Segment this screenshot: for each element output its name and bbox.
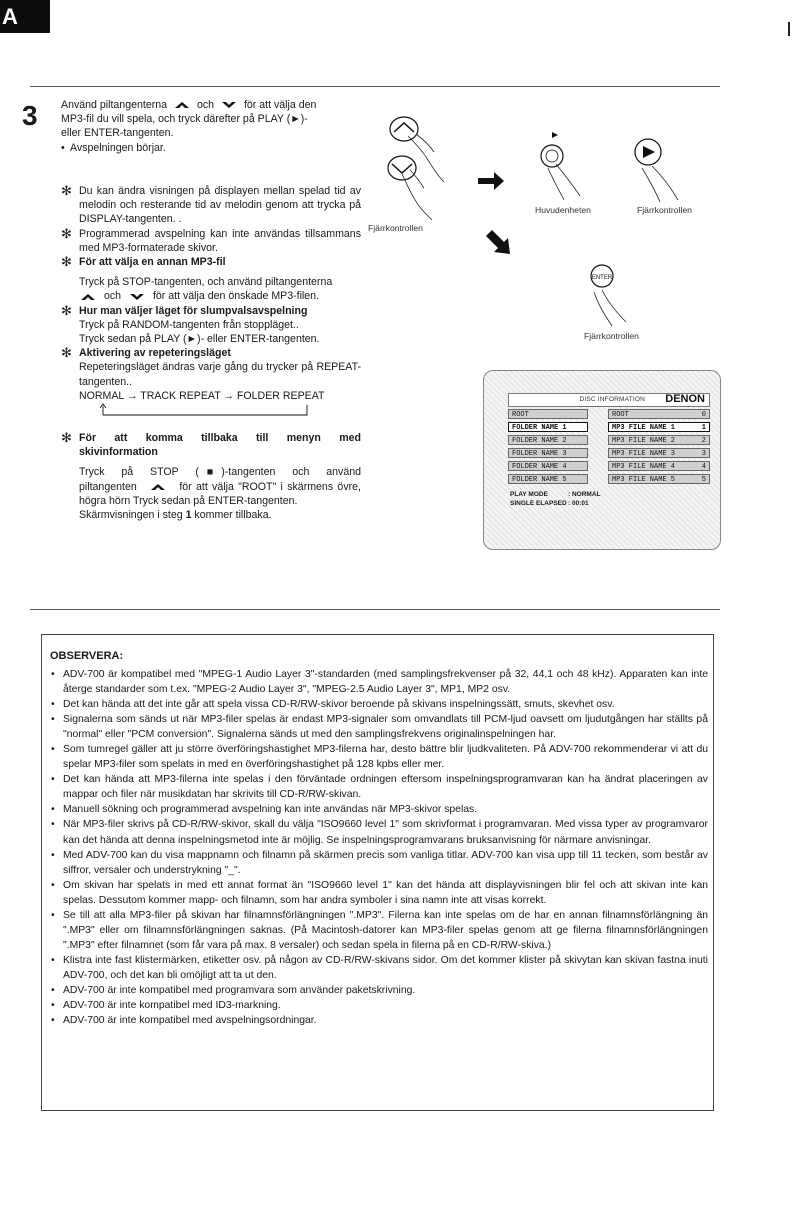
step-line-1a: Använd piltangenterna xyxy=(61,99,168,111)
display-header-title: DISC INFORMATION xyxy=(579,396,645,403)
bullet-dot-icon: • xyxy=(51,849,55,861)
note-program-text: Programmerad avspelning kan inte användas tillsammans med MP3-formaterade skivor. xyxy=(79,227,361,254)
note-repeat xyxy=(61,346,361,417)
step-bullet-text: Avspelningen börjar. xyxy=(70,141,166,154)
remote-up-button-icon xyxy=(390,117,418,141)
notes-list xyxy=(61,184,361,522)
file-label: MP3 FILE NAME 3 xyxy=(612,450,676,458)
observera-text: Det kan hända att det inte går att spela vissa CD-R/RW-skivor beroende på skivans inspelningssätt, smuts, skevhet osv. xyxy=(63,699,615,711)
file-number: 3 xyxy=(701,450,706,458)
remote-down-button-icon xyxy=(388,156,416,180)
bullet-dot-icon: • xyxy=(51,699,55,711)
note-back-last xyxy=(79,508,361,522)
elapsed-value: : 00:01 xyxy=(568,500,589,507)
play-mode-value: : NORMAL xyxy=(568,491,601,498)
file-number: 4 xyxy=(701,463,706,471)
file-item[interactable] xyxy=(608,474,710,484)
observera-text: Manuell sökning och programmerad avspelning kan inte användas när MP3-skivor spelas. xyxy=(63,804,478,816)
observera-list xyxy=(50,667,708,1028)
star-bullet-icon: ✻ xyxy=(61,345,72,361)
display-header xyxy=(508,393,710,407)
note-back-last-a: Skärmvisningen i steg xyxy=(79,509,186,522)
folder-label: FOLDER NAME 5 xyxy=(512,476,567,484)
file-item[interactable] xyxy=(608,461,710,471)
corner-mark xyxy=(788,22,790,36)
observera-item xyxy=(50,998,708,1013)
bullet-dot-icon: • xyxy=(51,714,55,726)
file-item[interactable] xyxy=(608,409,710,419)
observera-text: ADV-700 är inte kompatibel med ID3-markning. xyxy=(63,1000,281,1012)
observera-text: Se till att alla MP3-filer på skivan har filnamnsförlängningen ".MP3". Filerna kan inte spelas om de har en annan filnamnsförlängning än ".MP3" eller om filnamnsförlängningen saknas. (På Macintosh-datorer kan MP3-filer spelas genom att ge filerna filnamnsförlängningen ".MP3" efter filnamnet (som får vara på max. 8 versaler) och sedan spela in filerna på en CD-R/RW-skiva.) xyxy=(63,909,708,951)
observera-text: När MP3-filer skrivs på CD-R/RW-skivor, skall du välja "ISO9660 level 1" som skrivformat i programvaran. Med vissa typer av programvaror kan det hända att denna inspelningsmetod inte är möjlig. Se inspelningsprogramvarans bruksanvisning för närmare anvisningar. xyxy=(63,819,708,846)
section-divider xyxy=(30,609,720,610)
down-arrow-icon xyxy=(128,293,146,301)
caption-remote-right: Fjärrkontrollen xyxy=(637,205,692,215)
caption-remote-left: Fjärrkontrollen xyxy=(368,223,423,233)
star-bullet-icon: ✻ xyxy=(61,302,72,318)
folder-item[interactable] xyxy=(508,409,588,419)
up-arrow-icon xyxy=(149,483,167,491)
observera-text: ADV-700 är inte kompatibel med programvara som använder paketskrivning. xyxy=(63,984,416,996)
observera-text: Det kan hända att MP3-filerna inte spelas i den förväntade ordningen eftersom inspelningsprogramvaran kan ha ändrat placeringen av mappar och filer när musikdatan har skrivits till CD-R/RW-skivan. xyxy=(63,774,708,801)
folder-item-selected[interactable] xyxy=(508,422,588,432)
file-item-selected[interactable] xyxy=(608,422,710,432)
bullet-dot-icon: • xyxy=(51,954,55,966)
observera-item xyxy=(50,878,708,908)
note-repeat-cycle: NORMAL → TRACK REPEAT → FOLDER REPEAT xyxy=(79,389,325,402)
file-number: 2 xyxy=(701,437,706,445)
arrow-down-right-icon xyxy=(486,230,510,254)
bullet-dot-icon: • xyxy=(51,909,55,921)
elapsed-label: SINGLE ELAPSED xyxy=(510,500,567,507)
folder-label: FOLDER NAME 1 xyxy=(512,424,567,432)
note-back-text-a: Tryck på STOP (■)-tangenten och använd piltangenten xyxy=(79,466,361,493)
observera-item xyxy=(50,712,708,742)
up-arrow-icon xyxy=(79,293,97,301)
observera-item xyxy=(50,983,708,998)
remote-play-button-icon xyxy=(635,139,678,202)
disc-information-screen xyxy=(483,370,721,550)
observera-text: ADV-700 är kompatibel med "MPEG-1 Audio Layer 3"-standarden (med samplingsfrekvenser på 32, 44,1 och 48 kHz). Apparaten kan inte återge standarder som t.ex. "MPEG-2 Audio Layer 3", "MPEG-2.5 Audio Layer 3", MP1, MP2 osv. xyxy=(63,669,708,696)
top-divider xyxy=(30,86,720,87)
observera-text: Med ADV-700 kan du visa mappnamn och filnamn på skärmen precis som vanliga titlar. ADV-700 kan visa upp till 11 tecken, som består av siffror, versaler och understrykning "_". xyxy=(63,849,708,876)
enter-button-label: ENTER xyxy=(591,275,613,281)
observera-item xyxy=(50,908,708,953)
star-bullet-icon: ✻ xyxy=(61,225,72,241)
file-label: MP3 FILE NAME 5 xyxy=(612,476,676,484)
folder-label: ROOT xyxy=(512,411,529,419)
bullet-dot-icon: • xyxy=(51,1015,55,1027)
bullet-dot-icon: • xyxy=(51,669,55,680)
play-mode-status xyxy=(510,491,601,498)
bullet-dot-icon: • xyxy=(51,879,55,891)
arrow-right-icon xyxy=(478,172,504,190)
step-number: 3 xyxy=(22,100,38,131)
observera-item xyxy=(50,817,708,847)
folder-item[interactable] xyxy=(508,435,588,445)
observera-title: OBSERVERA: xyxy=(50,650,124,662)
note-repeat-text: Repeteringsläget ändras varje gång du trycker på REPEAT-tangenten.. xyxy=(79,361,361,388)
file-number: 0 xyxy=(701,411,706,419)
note-select-file xyxy=(61,255,361,304)
observera-item xyxy=(50,802,708,817)
step-line-1b: och xyxy=(196,99,215,111)
caption-main-unit: Huvudenheten xyxy=(535,205,591,215)
folder-item[interactable] xyxy=(508,461,588,471)
note-back-step-ref: 1 xyxy=(185,509,192,522)
note-random-line2: Tryck sedan på PLAY (►)- eller ENTER-tangenten. xyxy=(79,333,320,346)
repeat-cycle-return-icon xyxy=(79,403,319,417)
observera-text: Som tumregel gäller att ju större överföringshastighet MP3-filerna har, desto bättre blir ljudkvaliteten. På ADV-700 rekommenderar vi att du spelar MP3-filer som spelats in med en överföringshastighet på 128 kpbs eller mer. xyxy=(63,744,708,771)
note-back-title: För att komma tillbaka till menyn med skivinformation xyxy=(79,432,361,459)
observera-item xyxy=(50,742,708,772)
step-instructions xyxy=(61,98,361,155)
bullet-dot-icon: • xyxy=(51,819,55,831)
bullet-dot-icon: • xyxy=(51,774,55,786)
note-program xyxy=(61,227,361,255)
file-label: MP3 FILE NAME 1 xyxy=(612,424,676,432)
note-back-to-info xyxy=(61,431,361,522)
note-back-text-b: för att välja "ROOT" i skärmens övre, högra hörn Tryck sedan på ENTER-tangenten. xyxy=(79,480,361,507)
note-random-line1: Tryck på RANDOM-tangenten från stoppläget.. xyxy=(79,318,299,331)
file-item[interactable] xyxy=(608,448,710,458)
caption-remote-enter: Fjärrkontrollen xyxy=(584,331,639,341)
folder-item[interactable] xyxy=(508,448,588,458)
bullet-dot-icon: • xyxy=(51,804,55,816)
step-line-1c: för att välja den xyxy=(243,99,317,111)
bullet-dot-icon: • xyxy=(51,984,55,996)
play-mode-label: PLAY MODE xyxy=(510,491,548,498)
file-number: 5 xyxy=(701,476,706,484)
folder-label: FOLDER NAME 2 xyxy=(512,437,567,445)
up-arrow-icon xyxy=(173,101,191,109)
step-line-3: eller ENTER-tangenten. xyxy=(61,127,174,140)
folder-label: FOLDER NAME 4 xyxy=(512,463,567,471)
note-repeat-title: Aktivering av repeteringsläget xyxy=(79,347,231,360)
note-select-file-title: För att välja en annan MP3-fil xyxy=(79,256,226,269)
note-select-file-och: och xyxy=(103,290,122,303)
observera-item xyxy=(50,848,708,878)
observera-text: ADV-700 är inte kompatibel med avspelningsordningar. xyxy=(63,1015,317,1027)
note-select-file-line2 xyxy=(79,289,361,303)
note-back-text xyxy=(79,465,361,508)
star-bullet-icon: ✻ xyxy=(61,183,72,198)
language-tab: A xyxy=(0,0,50,33)
note-select-file-line2-text: för att välja den önskade MP3-filen. xyxy=(152,290,320,303)
brand-logo: DENON xyxy=(665,393,705,405)
observera-item xyxy=(50,953,708,983)
note-display-text: Du kan ändra visningen på displayen mellan spelad tid av melodin och resterande tid av melodin genom att trycka på DISPLAY-tangenten. . xyxy=(79,185,361,226)
file-label: MP3 FILE NAME 4 xyxy=(612,463,676,471)
file-label: MP3 FILE NAME 2 xyxy=(612,437,676,445)
folder-label: FOLDER NAME 3 xyxy=(512,450,567,458)
file-number: 1 xyxy=(701,424,706,432)
step-line-2: MP3-fil du vill spela, och tryck därefter på PLAY (►)- xyxy=(61,113,308,126)
step-line-1 xyxy=(61,98,361,112)
step-bullet: • Avspelningen börjar. xyxy=(61,141,166,154)
star-bullet-icon: ✻ xyxy=(61,430,72,446)
observera-text: Signalerna som sänds ut när MP3-filer spelas är endast MP3-signaler som omvandlats till PCM-ljud oavsett om ljudutgången har ställts på "normal" eller "PCM conversion". Signalerna sänds ut med den samplingsfrekvens originalinspelningen har. xyxy=(63,714,708,741)
main-unit-play-button-icon xyxy=(541,132,580,200)
note-random-title: Hur man väljer läget för slumpvalsavspelning xyxy=(79,304,308,317)
file-item[interactable] xyxy=(608,435,710,445)
note-back-last-c: kommer tillbaka. xyxy=(191,509,272,522)
note-select-file-line1: Tryck på STOP-tangenten, och använd piltangenterna xyxy=(79,276,333,289)
observera-text: Klistra inte fast klistermärken, etiketter osv. på någon av CD-R/RW-skivans sidor. Om det kommer klister på skivytan kan skivan fastna inuti ADV-700, och det kan bli omöjligt att ta ut den. xyxy=(63,954,708,981)
note-random xyxy=(61,304,361,347)
elapsed-status xyxy=(510,500,589,507)
file-label: ROOT xyxy=(612,411,629,419)
observera-item xyxy=(50,772,708,802)
note-display xyxy=(61,184,361,227)
remote-enter-button-icon xyxy=(591,265,626,326)
folder-item[interactable] xyxy=(508,474,588,484)
bullet-dot-icon: • xyxy=(51,744,55,756)
observera-item xyxy=(50,667,708,697)
observera-item xyxy=(50,697,708,712)
down-arrow-icon xyxy=(220,101,238,109)
bullet-dot-icon: • xyxy=(51,1000,55,1012)
observera-text: Om skivan har spelats in med ett annat format än "ISO9660 level 1" kan det hända att displayvisningen blir fel och att skivan inte kan spelas. Dessutom kommer mapp- och filnamn, som har andra symboler i sina namn inte att visas korrekt. xyxy=(63,879,708,906)
remote-illustrations xyxy=(380,108,720,343)
observera-item xyxy=(50,1013,708,1028)
star-bullet-icon: ✻ xyxy=(61,254,72,270)
